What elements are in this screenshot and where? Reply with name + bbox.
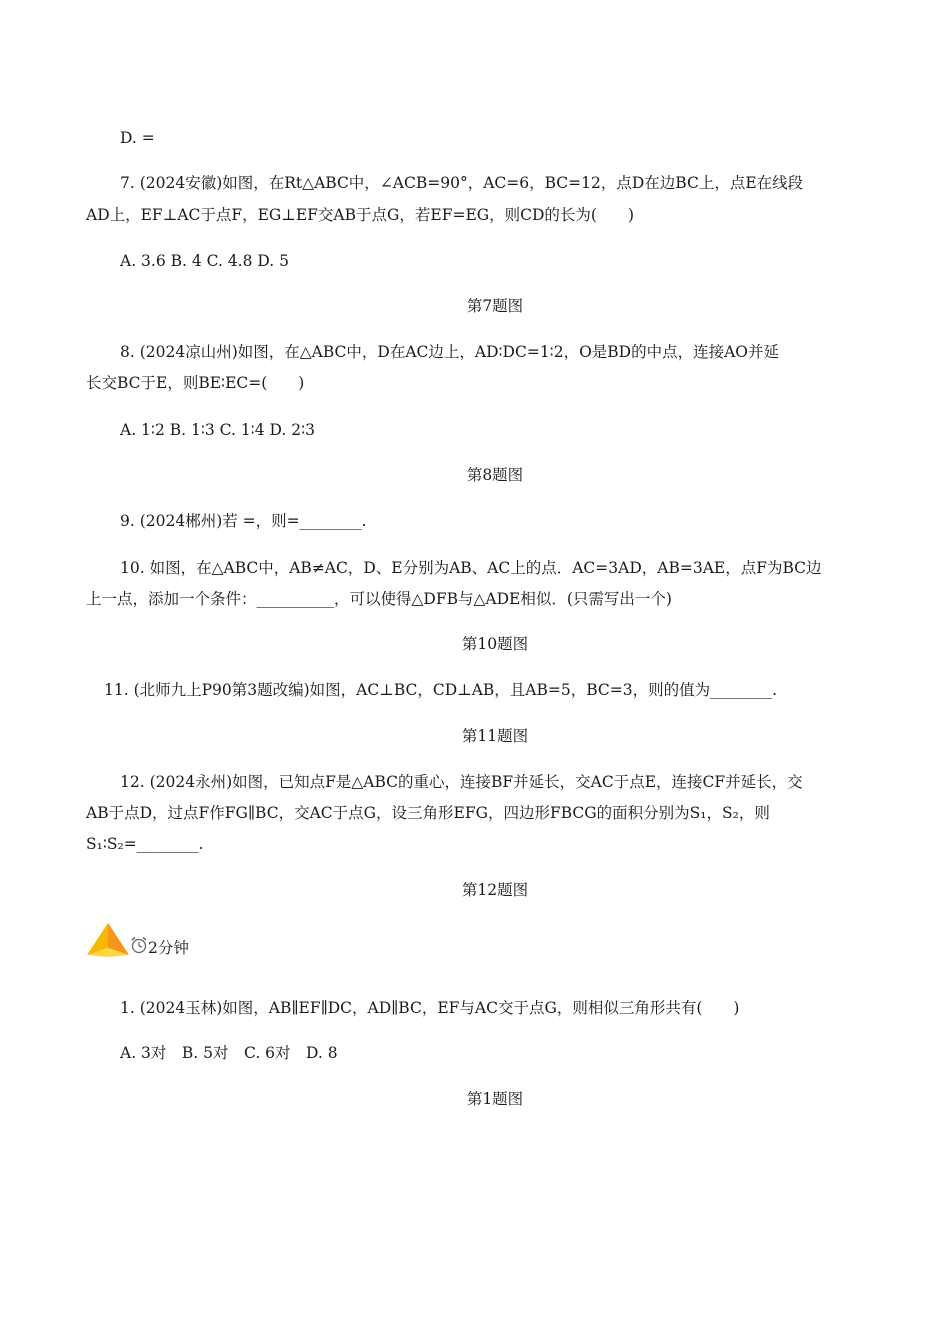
question-1-line-1: 1. (2024玉林)如图，AB∥EF∥DC，AD∥BC，EF与AC交于点G，则相似三角形共有( ) (120, 999, 740, 1017)
question-12-line-1: 12. (2024永州)如图，已知点F是△ABC的重心，连接BF并延长，交AC于点E，连接CF并延长，交 (120, 773, 803, 791)
pyramid-icon (86, 922, 130, 958)
figure-8-caption: 第8题图 (466, 466, 524, 484)
question-7-line-1: 7. (2024安徽)如图，在Rt△ABC中，∠ACB=90°，AC=6，BC=12，点D在边BC上，点E在线段 (120, 174, 804, 192)
figure-11-caption: 第11题图 (461, 727, 529, 745)
question-8-line-2: 长交BC于E，则BE∶EC=( ) (86, 374, 305, 392)
question-8-line-1: 8. (2024凉山州)如图，在△ABC中，D在AC边上，AD∶DC=1∶2，O是BD的中点，连接AO并延 (120, 343, 780, 361)
question-7-options: A. 3.6 B. 4 C. 4.8 D. 5 (120, 252, 289, 270)
question-7-line-2: AD上，EF⊥AC于点F，EG⊥EF交AB于点G，若EF=EG，则CD的长为( ) (86, 206, 635, 224)
question-12-line-2: AB于点D，过点F作FG∥BC，交AC于点G，设三角形EFG，四边形FBCG的面积分别为S₁，S₂，则 (86, 804, 770, 822)
option-line-6-d: D. = (120, 129, 155, 147)
figure-7-caption: 第7题图 (466, 297, 524, 315)
question-10-line-1: 10. 如图，在△ABC中，AB≠AC，D、E分别为AB、AC上的点．AC=3AD，AB=3AE，点F为BC边 (120, 559, 822, 577)
alarm-clock-icon (130, 936, 148, 954)
question-10-line-2: 上一点，添加一个条件：__________，可以使得△DFB与△ADE相似．(只需写出一个) (86, 590, 672, 608)
question-1-options: A. 3对 B. 5对 C. 6对 D. 8 (120, 1044, 338, 1062)
question-8-options: A. 1∶2 B. 1∶3 C. 1∶4 D. 2∶3 (120, 421, 315, 439)
timer-label: 2分钟 (148, 939, 189, 957)
question-12-line-3: S₁∶S₂=________. (86, 835, 204, 853)
question-9: 9. (2024郴州)若 =，则=________. (120, 512, 367, 530)
question-11: 11. (北师九上P90第3题改编)如图，AC⊥BC，CD⊥AB，且AB=5，BC=3，则的值为________. (104, 681, 778, 699)
figure-10-caption: 第10题图 (461, 635, 529, 653)
figure-1-caption: 第1题图 (466, 1090, 524, 1108)
figure-12-caption: 第12题图 (461, 881, 529, 899)
